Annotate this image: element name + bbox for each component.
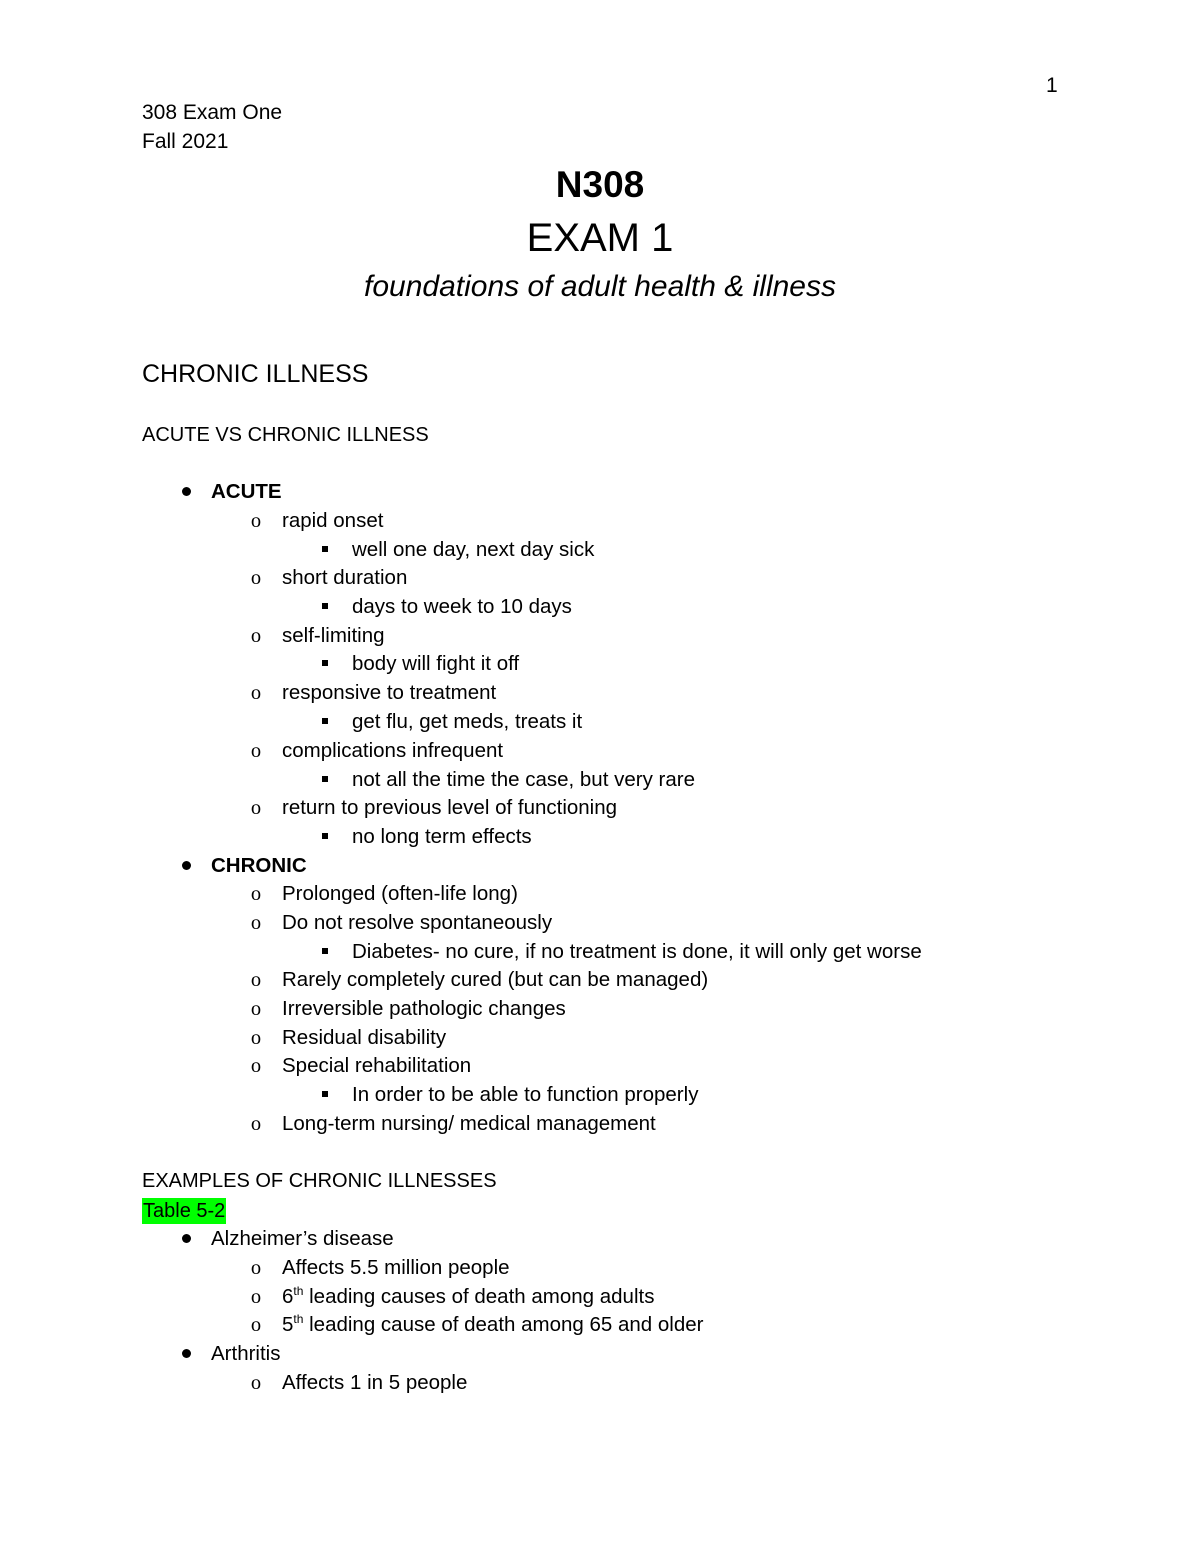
list-item — [352, 650, 519, 678]
list-item-text: Affects 5.5 million people — [282, 1256, 510, 1279]
list-item-text: self-limiting — [282, 624, 385, 647]
list-item — [250, 1024, 447, 1052]
section-heading: CHRONIC ILLNESS — [142, 360, 369, 388]
bullet-dot-icon — [178, 478, 194, 506]
bullet-circle-icon: o — [250, 510, 262, 532]
list-item-rest: leading causes of death among adults — [303, 1285, 655, 1308]
list-item-text: Long-term nursing/ medical management — [282, 1112, 656, 1135]
list-item — [352, 938, 922, 966]
bullet-circle-icon: o — [250, 912, 262, 934]
bullet-dot-icon — [178, 1225, 194, 1253]
list-item-text: Special rehabilitation — [282, 1054, 472, 1077]
list-item-label: ACUTE — [211, 480, 282, 503]
list-item-label: Arthritis — [211, 1342, 281, 1365]
list-item — [250, 507, 384, 535]
list-item-text: Diabetes- no cure, if no treatment is done, it will only get worse — [352, 940, 922, 963]
list-item-text: rapid onset — [282, 509, 384, 532]
bullet-dot-icon — [178, 852, 194, 880]
list-item — [250, 1052, 472, 1080]
bullet-square-icon — [318, 708, 332, 736]
list-item-text: Residual disability — [282, 1026, 447, 1049]
list-item — [352, 536, 594, 564]
table-reference-highlight: Table 5-2 — [143, 1200, 226, 1222]
page-number: 1 — [1046, 74, 1058, 97]
bullet-circle-icon: o — [250, 1314, 262, 1336]
list-item — [250, 1311, 704, 1339]
list-item-text: no long term effects — [352, 825, 532, 848]
subheading-examples: EXAMPLES OF CHRONIC ILLNESSES — [142, 1170, 497, 1192]
bullet-square-icon — [318, 938, 332, 966]
list-item-text: complications infrequent — [282, 739, 504, 762]
bullet-circle-icon: o — [250, 1113, 262, 1135]
document-description: foundations of adult health & illness — [364, 270, 836, 303]
list-item-text: responsive to treatment — [282, 681, 497, 704]
ordinal-number: 5 — [282, 1313, 294, 1336]
list-item-text — [282, 1285, 654, 1308]
list-item — [250, 737, 504, 765]
list-item-text: well one day, next day sick — [352, 538, 595, 561]
bullet-circle-icon: o — [250, 625, 262, 647]
list-item-text: short duration — [282, 566, 408, 589]
bullet-circle-icon: o — [250, 682, 262, 704]
list-item-text: Irreversible pathologic changes — [282, 997, 566, 1020]
list-item — [250, 1110, 656, 1138]
list-item-acute — [211, 478, 282, 506]
list-item-arthritis — [211, 1340, 280, 1368]
bullet-circle-icon: o — [250, 998, 262, 1020]
list-item-text: Rarely completely cured (but can be managed) — [282, 968, 709, 991]
ordinal-suffix: th — [293, 1284, 304, 1299]
bullet-circle-icon: o — [250, 1257, 262, 1279]
bullet-circle-icon: o — [250, 1286, 262, 1308]
list-item — [250, 880, 518, 908]
bullet-square-icon — [318, 593, 332, 621]
list-item — [250, 794, 618, 822]
list-item-chronic — [211, 852, 307, 880]
bullet-circle-icon: o — [250, 1055, 262, 1077]
list-item-text: Affects 1 in 5 people — [282, 1371, 468, 1394]
list-item — [352, 823, 532, 851]
list-item-alzheimers — [211, 1225, 394, 1253]
list-item-text: Prolonged (often-life long) — [282, 882, 518, 905]
subheading-acute-vs-chronic: ACUTE VS CHRONIC ILLNESS — [142, 424, 429, 446]
document-subtitle: EXAM 1 — [526, 216, 674, 260]
list-item — [250, 564, 408, 592]
list-item-text: Do not resolve spontaneously — [282, 911, 553, 934]
bullet-circle-icon: o — [250, 797, 262, 819]
list-item-text: In order to be able to function properly — [352, 1083, 699, 1106]
bullet-circle-icon: o — [250, 1027, 262, 1049]
bullet-circle-icon: o — [250, 969, 262, 991]
list-item-rest: leading cause of death among 65 and older — [303, 1313, 704, 1336]
bullet-circle-icon: o — [250, 1372, 262, 1394]
list-item-text — [282, 1313, 703, 1336]
list-item — [250, 622, 385, 650]
list-item — [250, 1283, 655, 1311]
list-item-text: return to previous level of functioning — [282, 796, 618, 819]
bullet-circle-icon: o — [250, 740, 262, 762]
list-item — [250, 1254, 510, 1282]
bullet-dot-icon — [178, 1340, 194, 1368]
list-item — [352, 1081, 698, 1109]
bullet-square-icon — [318, 536, 332, 564]
list-item — [352, 708, 582, 736]
header-course: 308 Exam One — [142, 101, 283, 124]
list-item — [352, 766, 695, 794]
bullet-circle-icon: o — [250, 567, 262, 589]
list-item-text: days to week to 10 days — [352, 595, 572, 618]
list-item — [250, 679, 497, 707]
bullet-circle-icon: o — [250, 883, 262, 905]
ordinal-number: 6 — [282, 1285, 294, 1308]
bullet-square-icon — [318, 650, 332, 678]
header-term: Fall 2021 — [142, 130, 229, 153]
ordinal-suffix: th — [293, 1312, 304, 1327]
list-item — [250, 909, 553, 937]
bullet-square-icon — [318, 766, 332, 794]
list-item — [250, 966, 709, 994]
list-item-text: get flu, get meds, treats it — [352, 710, 583, 733]
list-item — [250, 1369, 468, 1397]
list-item-text: body will fight it off — [352, 652, 520, 675]
list-item-text: not all the time the case, but very rare — [352, 768, 695, 791]
list-item-label: Alzheimer’s disease — [211, 1227, 394, 1250]
list-item-label: CHRONIC — [211, 854, 307, 877]
bullet-square-icon — [318, 1081, 332, 1109]
list-item — [352, 593, 572, 621]
document-title: N308 — [555, 164, 645, 205]
bullet-square-icon — [318, 823, 332, 851]
list-item — [250, 995, 566, 1023]
